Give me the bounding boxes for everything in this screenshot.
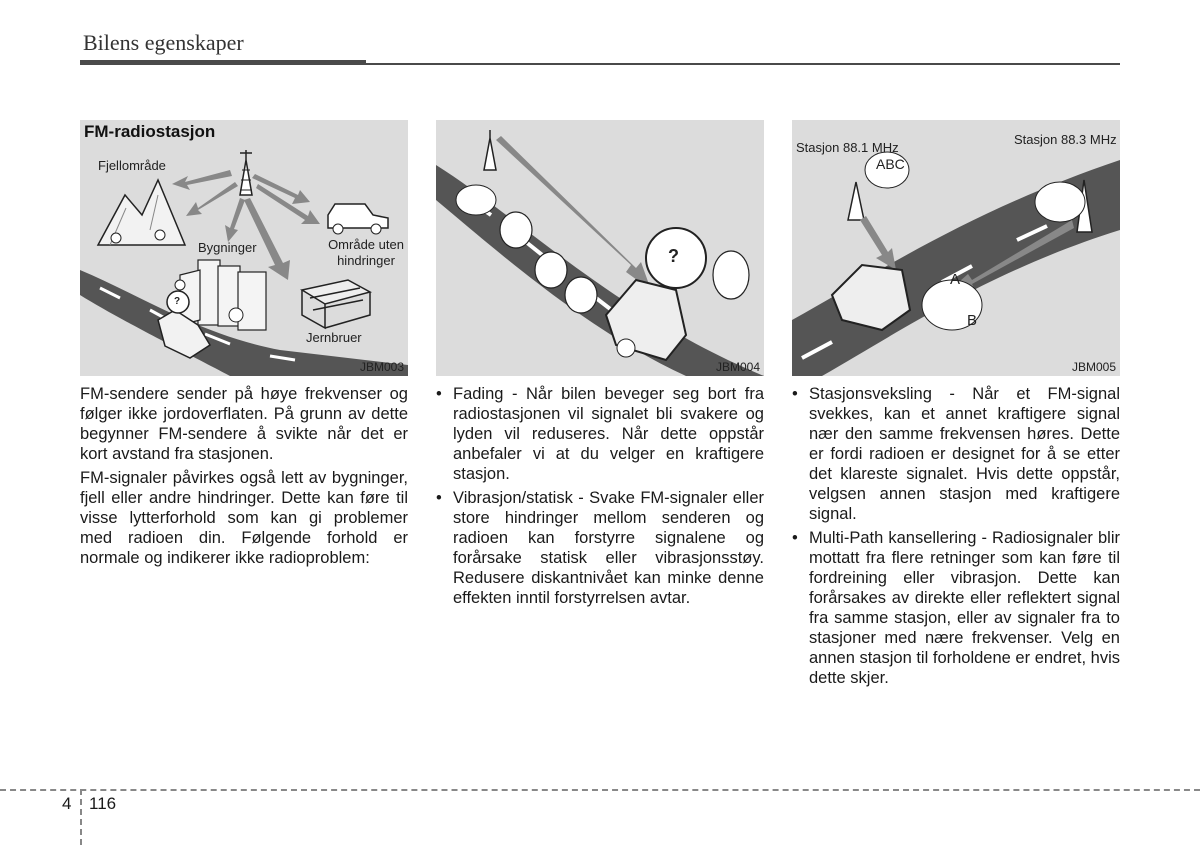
figure-code: JBM003 — [359, 360, 404, 374]
car-icon — [328, 204, 388, 234]
station-switching-illustration — [792, 120, 1120, 376]
footer-divider — [80, 789, 82, 845]
static-bubble-icon — [1035, 182, 1085, 222]
label-abc: ABC — [876, 156, 905, 172]
fading-illustration — [436, 120, 764, 376]
figure-fading — [436, 120, 764, 376]
column-middle — [436, 384, 764, 612]
chapter-number: 4 — [62, 794, 72, 813]
figure-code: JBM005 — [1071, 360, 1116, 374]
label-buildings: Bygninger — [198, 240, 257, 255]
column-left — [80, 384, 408, 572]
radio-tower-icon — [240, 150, 252, 195]
figure-fm-radio-station — [80, 120, 408, 376]
static-bubble-icon — [456, 185, 496, 215]
footer-rule — [0, 789, 1200, 791]
label-station-2: Stasjon 88.3 MHz — [1014, 132, 1117, 147]
label-mountains: Fjellområde — [98, 158, 166, 173]
page-number: 116 — [89, 794, 117, 813]
bullet-item: • Fading - Når bilen beveger seg bort fra radiostasjonen vil signalet bli svakere og lyden vil reduseres. Når dette oppstår anbefaler vi at du velger en kraftigere stasjon. — [436, 384, 764, 484]
bullet-item: • Stasjonsveksling - Når et FM-signal svekkes, kan et annet kraftigere signal nær den samme frekvensen høres. Dette er fordi radioen er designet for å se etter det klareste signalet. Hvis dette oppstår, velgsen annen stasjon med kraftigere signal. — [792, 384, 1120, 524]
signal-arrow-icon — [860, 216, 896, 270]
radio-tower-icon — [484, 130, 496, 170]
question-mark: ? — [668, 246, 679, 266]
paragraph: FM-signaler påvirkes også lett av bygninger, fjell eller andre hindringer. Dette kan føre til visse lytterforhold som kan gi problemer med radioen din. Følgende forhold er normale og indikerer ikke radioproblem: — [80, 469, 408, 567]
paragraph: FM-sendere sender på høye frekvenser og følger ikke jordoverflaten. På grunn av dette begynner FM-sendere å svikte når det er kort avstand fra stasjonen. — [80, 385, 408, 463]
label-station-1: Stasjon 88.1 MHz — [796, 140, 899, 155]
label-bridge: Jernbruer — [306, 330, 362, 345]
car-icon — [606, 280, 686, 360]
page-header-title: Bilens egenskaper — [83, 30, 244, 55]
label-a: A — [950, 271, 961, 288]
header-bar — [80, 60, 366, 65]
bullet-item: • Vibrasjon/statisk - Svake FM-signaler eller store hindringer mellom senderen og radioen kan forstyrre signalene og forårsake statisk eller vibrasjonsstøy. Redusere diskantnivået kan minke denne effekten inntil forstyrrelsen avtar. — [436, 488, 764, 608]
bullet-item: • Multi-Path kansellering - Radiosignaler blir mottatt fra flere retninger som kan føre til fordreining eller vibrasjon. Dette kan forårsakes av direkte eller reflektert signal fra samme stasjon, eller av signaler fra to stasjoner med nære frekvenser. Velg en annen stasjon til forholdene er endret, hvis dette skjer. — [792, 528, 1120, 688]
figure-code: JBM004 — [715, 360, 760, 374]
question-mark: ? — [174, 296, 181, 307]
mountain-icon — [98, 180, 185, 245]
figure-station-switching — [792, 120, 1120, 376]
header-rule — [366, 63, 1120, 65]
buildings-icon — [180, 260, 266, 330]
iron-bridge-icon — [302, 280, 370, 328]
label-open-area: Område uten hindringer — [328, 237, 404, 268]
column-right — [792, 384, 1120, 692]
figure-title: FM-radiostasjon — [84, 122, 216, 141]
label-b: B — [967, 312, 978, 329]
